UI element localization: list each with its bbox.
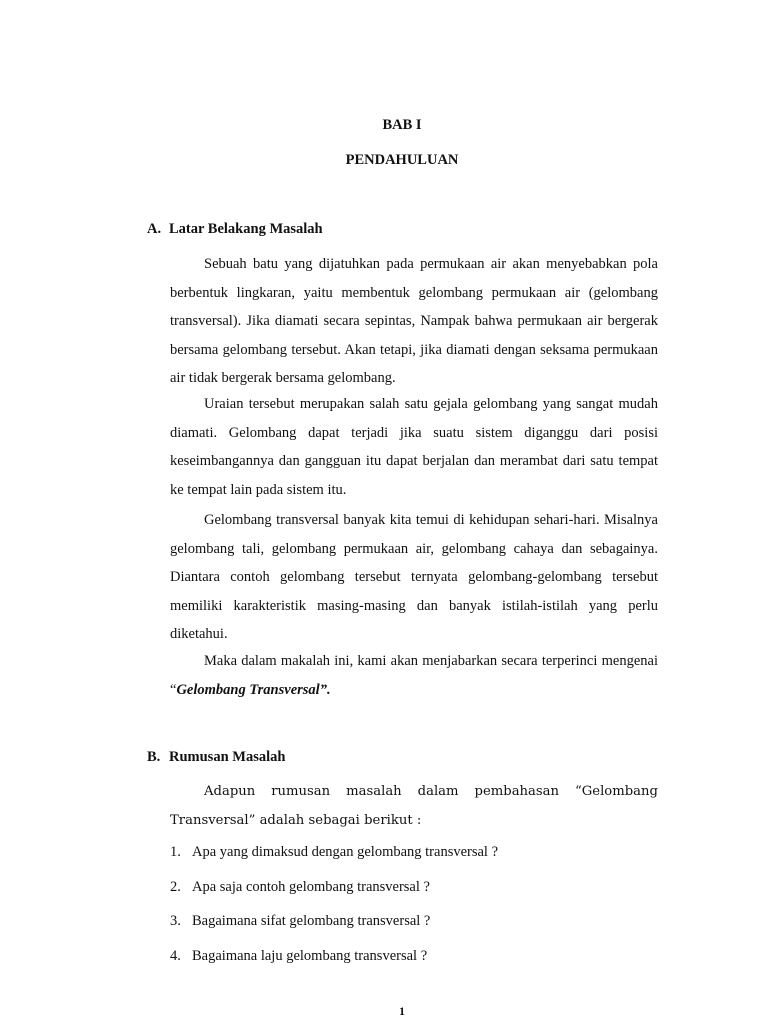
closing-intro: Maka dalam makalah ini, kami akan menjabarkan secara terperinci mengenai “ [170, 653, 658, 698]
list-text: Bagaimana laju gelombang transversal ? [192, 948, 428, 965]
question-list [170, 838, 498, 977]
chapter-title: PENDAHULUAN [345, 152, 459, 168]
section-heading-rumusan-masalah [147, 749, 285, 766]
list-item [170, 907, 498, 942]
paragraph: Uraian tersebut merupakan salah satu gejala gelombang yang sangat mudah diamati. Gelombang dapat terjadi jika suatu sistem diganggu dari posisi keseimbangannya dan gangguan itu dapat berjalan dan merambat dari satu tempat ke tempat lain pada sistem itu. [170, 396, 658, 498]
list-number: 4. [170, 948, 181, 965]
section-letter: B. [147, 749, 161, 765]
section-heading-latar-belakang [147, 221, 323, 238]
list-number: 2. [170, 878, 181, 895]
list-text: Bagaimana sifat gelombang transversal ? [192, 913, 431, 930]
list-number: 3. [170, 913, 181, 930]
closing-emphasis: Gelombang Transversal”. [176, 681, 331, 698]
list-item [170, 873, 498, 908]
page-number: 1 [399, 1004, 405, 1018]
section-letter: A. [147, 221, 162, 237]
closing-paragraph [170, 647, 658, 704]
list-text: Apa yang dimaksud dengan gelombang transversal ? [192, 844, 499, 860]
section-title: Rumusan Masalah [169, 749, 286, 765]
list-number: 1. [170, 844, 181, 860]
list-item [170, 838, 498, 873]
rumusan-intro: Adapun rumusan masalah dalam pembahasan “Gelombang Transversal” adalah sebagai berikut : [170, 784, 658, 828]
paragraph: Sebuah batu yang dijatuhkan pada permukaan air akan menyebabkan pola berbentuk lingkaran, yaitu membentuk gelombang permukaan air (gelombang transversal). Jika diamati secara sepintas, Nampak bahwa permukaan air bergerak bersama gelombang tersebut. Akan tetapi, jika diamati dengan seksama permukaan air tidak bergerak bersama gelombang. [170, 256, 658, 386]
list-text: Apa saja contoh gelombang transversal ? [192, 878, 430, 895]
section-title: Latar Belakang Masalah [169, 221, 323, 237]
list-item [170, 942, 498, 977]
chapter-number: BAB I [382, 117, 422, 133]
paragraph: Gelombang transversal banyak kita temui di kehidupan sehari-hari. Misalnya gelombang tali, gelombang permukaan air, gelombang cahaya dan sebagainya. Diantara contoh gelombang tersebut ternyata gelombang-gelombang tersebut memiliki karakteristik masing-masing dan banyak istilah-istilah yang perlu diketahui. [170, 512, 658, 642]
